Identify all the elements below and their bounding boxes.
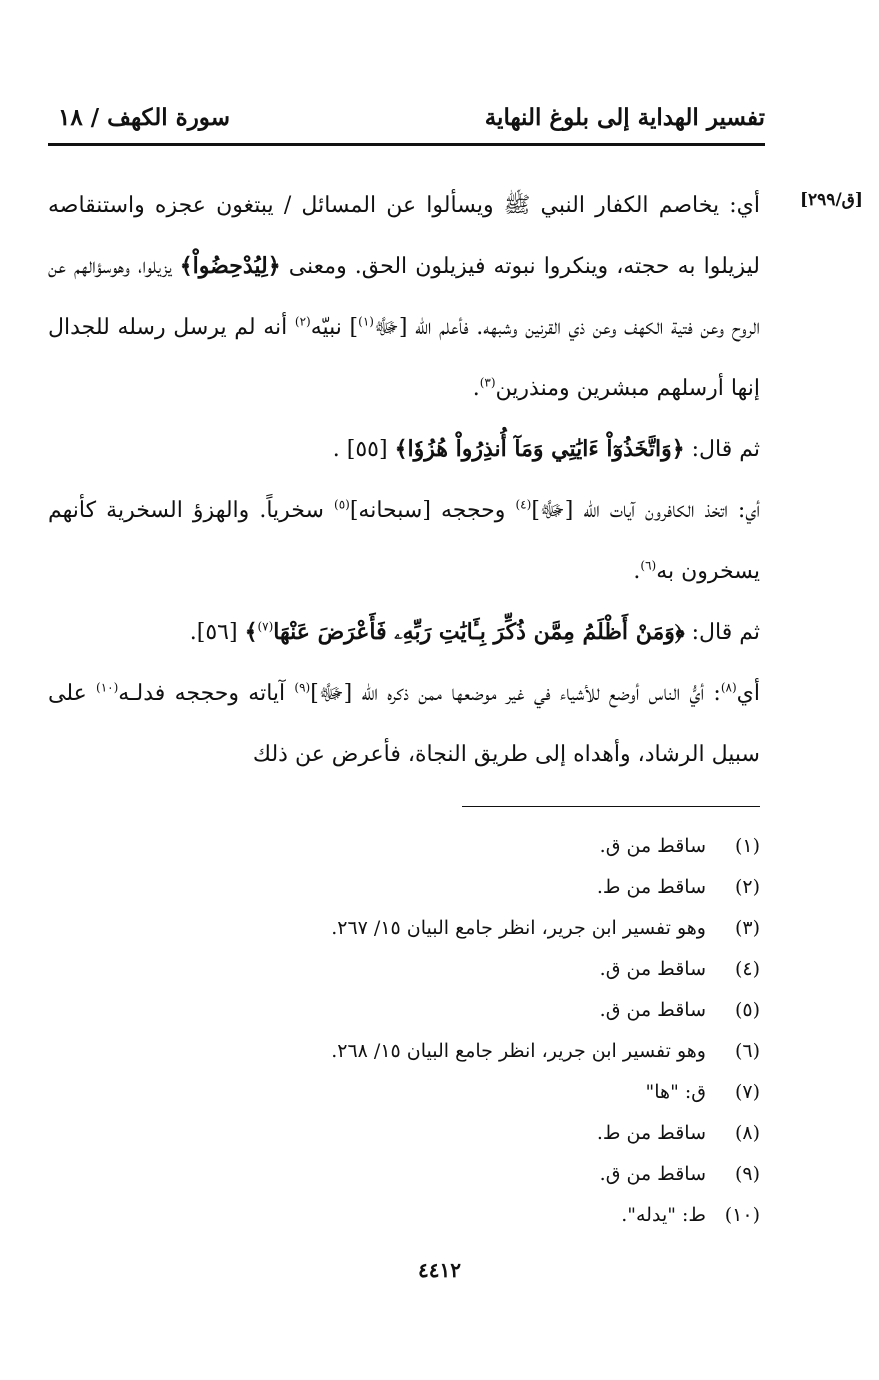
footnote-number: (٣)	[734, 917, 760, 939]
footnote-marker: (٣)	[479, 375, 496, 390]
footnote-text: ساقط من ق.	[599, 1163, 706, 1185]
text-segment: .	[472, 376, 480, 401]
footnote-item	[48, 1031, 760, 1072]
text-segment: أنه لم يرسل رسله للجدال إنها أرسلهم مبشرين ومنذرين	[48, 315, 760, 401]
quran-verse: ﴿لِيُدْحِضُواْ﴾	[179, 253, 281, 279]
text-segment: آياته وحججه فدلـه	[118, 681, 295, 706]
text-segment: .	[633, 559, 641, 584]
surah-reference: سورة الكهف / ١٨	[58, 104, 230, 131]
text-segment: [٥٥] .	[332, 437, 395, 462]
footnote-number: (٢)	[734, 876, 760, 898]
text-segment: يزيلوا، وهوسؤالهم عن الروح وعن فتية الكهف وعن ذي القرنين وشبهه. فأعلم الله [	[48, 254, 760, 340]
footnote-item	[48, 1113, 760, 1154]
footnote-marker: (٧)	[257, 619, 274, 634]
body-paragraph	[48, 602, 760, 663]
text-segment: وحججه [سبحانه]	[349, 498, 516, 523]
page-number: ٤٤١٢	[418, 1258, 461, 1282]
footnote-number: (٧)	[734, 1081, 760, 1103]
text-segment: أي: يخاصم الكفار النبي ﷺ ويسألوا عن المسائل / يبتغون عجزه واستنقاصه ليزيلوا به حجته، وينكروا نبوته فيزيلون الحق. ومعنى	[48, 193, 760, 279]
text-segment: ثم قال:	[684, 437, 760, 462]
footnote-number: (٩)	[734, 1163, 760, 1185]
text-segment: ]	[310, 681, 319, 706]
text-segment: ] نبيّه	[310, 315, 359, 340]
footnote-separator	[462, 806, 760, 807]
text-segment: [٥٦].	[189, 620, 245, 645]
footnote-text: ق: "ها"	[645, 1081, 706, 1103]
footnote-marker: (١٠)	[96, 680, 119, 695]
running-header	[48, 96, 765, 140]
footnote-number: (٨)	[734, 1122, 760, 1144]
header-rule	[48, 143, 765, 146]
footnote-number: (٤)	[734, 958, 760, 980]
footnote-marker: (٩)	[294, 680, 311, 695]
footnote-number: (٦)	[734, 1040, 760, 1062]
quran-verse: ﴿وَمَنْ أَظْلَمُ مِمَّن ذُكِّرَ بِـَٔايَٰتِ رَبِّهِۦ فَأَعْرَضَ عَنْهَا	[273, 619, 685, 645]
text-segment: ]	[531, 498, 540, 523]
footnote-text: ساقط من ق.	[599, 835, 706, 857]
text-segment: سخرياً. والهزؤ السخرية كأنهم يسخرون به	[48, 498, 760, 584]
text-segment: : أيُّ الناس أوضع للأشياء في غير موضعها ممن ذكره الله [	[343, 681, 721, 706]
footnote-marker: (٦)	[640, 558, 657, 573]
text-segment: ﷻ	[318, 681, 344, 706]
footnote-marker: (٨)	[720, 680, 737, 695]
footnote-item	[48, 1072, 760, 1113]
footnote-number: (١)	[734, 835, 760, 857]
text-segment: أي: اتخذ الكافرون آيات الله [	[564, 498, 761, 523]
footnote-item	[48, 826, 760, 867]
body-paragraph	[48, 175, 760, 419]
body-paragraph	[48, 480, 760, 602]
footnote-text: وهو تفسير ابن جرير، انظر جامع البيان ١٥/ ٢٦٨.	[331, 1040, 706, 1062]
footnote-item	[48, 908, 760, 949]
main-text	[48, 175, 760, 785]
footnote-item	[48, 867, 760, 908]
text-segment: ﷻ	[373, 315, 399, 340]
footnote-text: ساقط من ق.	[599, 999, 706, 1021]
footnote-number: (٥)	[734, 999, 760, 1021]
quran-verse: ﴿وَاتَّخَذُوٓاْ ءَايَٰتِي وَمَآ أُنذِرُواْ هُزُوٗا﴾	[394, 436, 685, 462]
footnote-marker: (٢)	[294, 314, 311, 329]
text-segment: على سبيل الرشاد، وأهداه إلى طريق النجاة، فأعرض عن ذلك	[48, 681, 760, 767]
footnote-item	[48, 990, 760, 1031]
text-segment: أي	[736, 681, 760, 706]
footnote-text: ساقط من ق.	[599, 958, 706, 980]
footnote-marker: (٥)	[334, 497, 350, 512]
footnote-text: وهو تفسير ابن جرير، انظر جامع البيان ١٥/ ٢٦٧.	[331, 917, 706, 939]
text-segment: ثم قال:	[684, 620, 760, 645]
footnote-number: (١٠)	[724, 1204, 760, 1226]
body-paragraph	[48, 663, 760, 785]
body-paragraph	[48, 419, 760, 480]
footnote-text: ساقط من ط.	[596, 876, 706, 898]
footnote-item	[48, 949, 760, 990]
footnote-item	[48, 1154, 760, 1195]
footnote-item	[48, 1195, 760, 1236]
text-segment: ﷻ	[539, 498, 565, 523]
quran-verse: ﴾	[244, 619, 258, 645]
book-title: تفسير الهداية إلى بلوغ النهاية	[484, 104, 765, 131]
manuscript-margin-note: [ق/٢٩٩]	[800, 190, 863, 210]
footnote-marker: (١)	[358, 314, 374, 329]
footnote-text: ساقط من ط.	[596, 1122, 706, 1144]
footnotes	[48, 826, 760, 1236]
footnote-marker: (٤)	[515, 497, 532, 512]
footnote-text: ط: "يدله".	[621, 1204, 706, 1226]
